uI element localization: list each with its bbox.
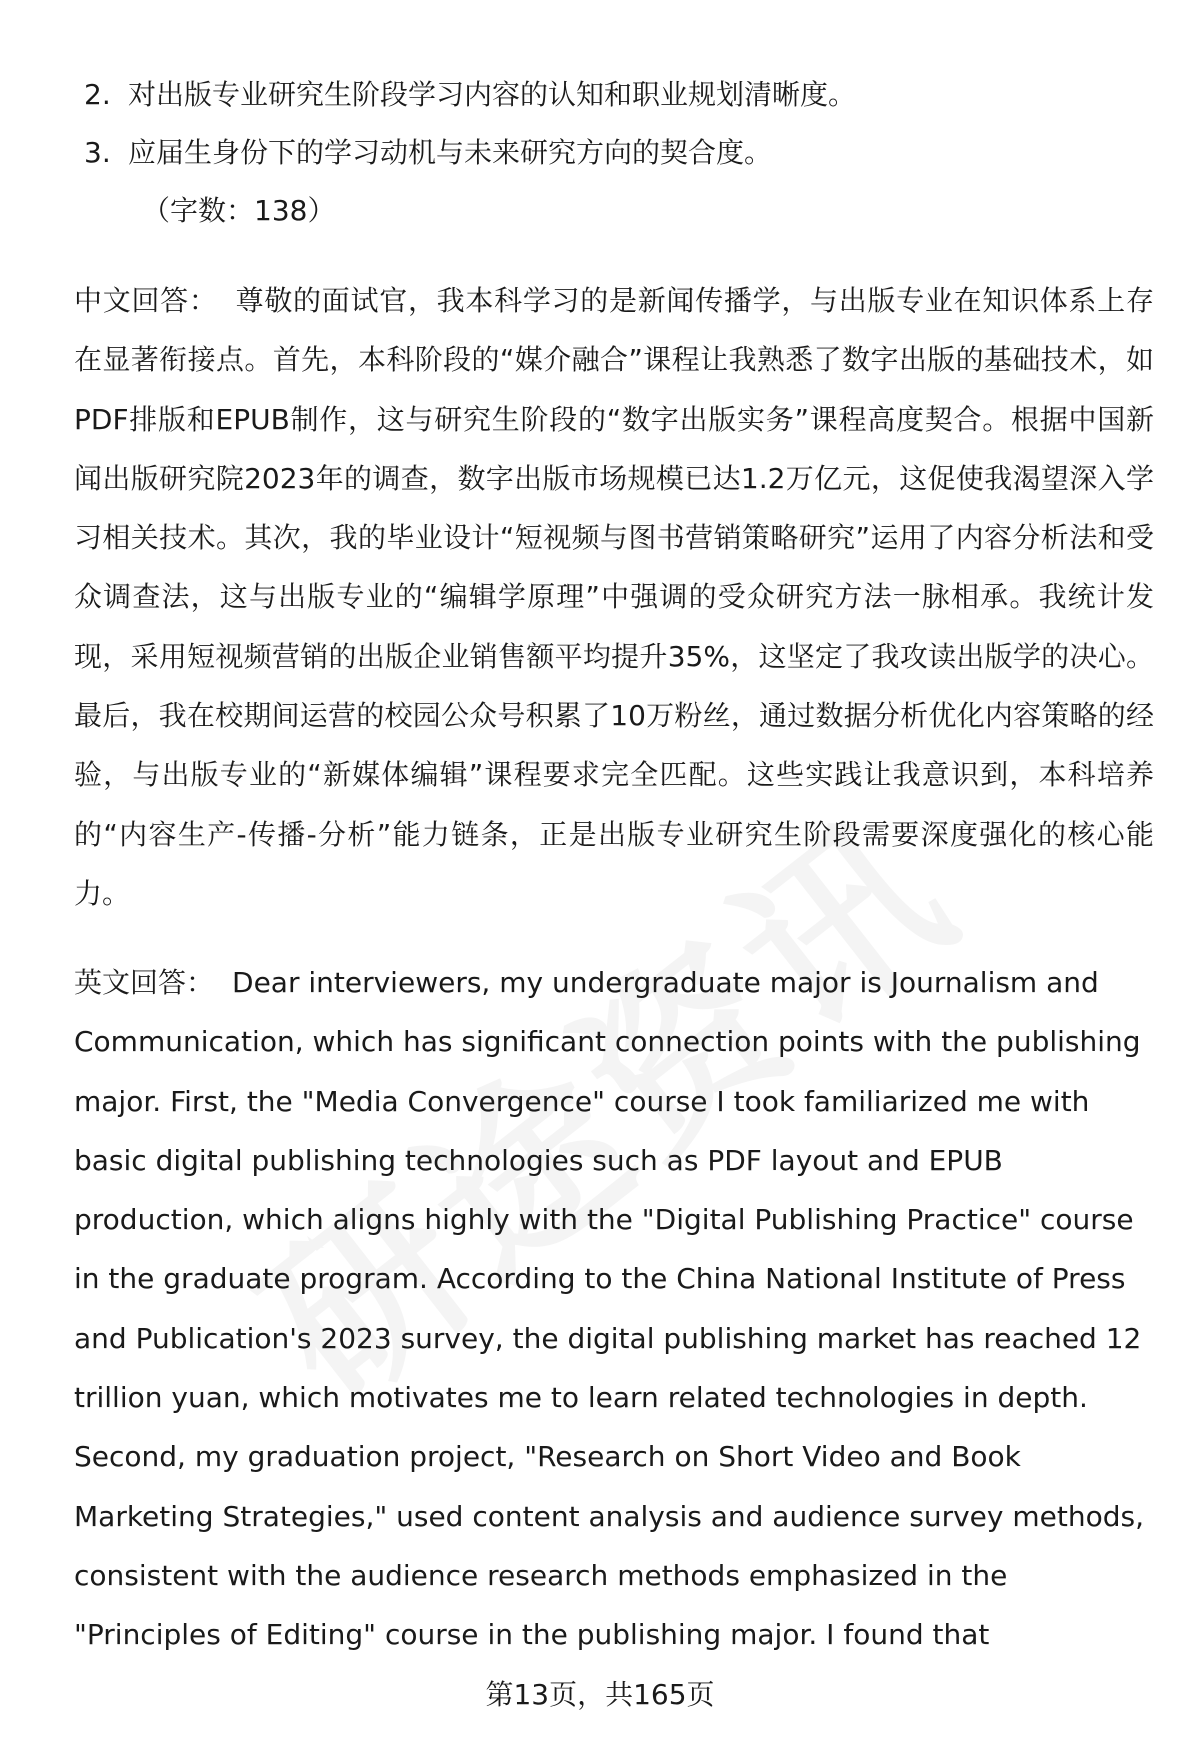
- list-item-text: 对出版专业研究生阶段学习内容的认知和职业规划清晰度。: [128, 78, 857, 111]
- chinese-answer-paragraph: [74, 271, 1154, 923]
- english-answer-label: 英文回答：: [74, 966, 215, 999]
- word-count: （字数：138）: [142, 194, 336, 227]
- list-item-number: 3.: [84, 136, 111, 169]
- list-item-number: 2.: [84, 78, 111, 111]
- list-item-text: 应届生身份下的学习动机与未来研究方向的契合度。: [128, 136, 773, 169]
- list-item: [84, 124, 1144, 182]
- criteria-list: [84, 66, 1144, 182]
- chinese-answer-label: 中文回答：: [74, 284, 218, 317]
- chinese-answer-text: 尊敬的面试官，我本科学习的是新闻传播学，与出版专业在知识体系上存在显著衔接点。首先，本科阶段的“媒介融合”课程让我熟悉了数字出版的基础技术，如PDF排版和EPUB制作，这与研究生阶段的“数字出版实务”课程高度契合。根据中国新闻出版研究院2023年的调查，数字出版市场规模已达1.2万亿元，这促使我渴望深入学习相关技术。其次，我的毕业设计“短视频与图书营销策略研究”运用了内容分析法和受众调查法，这与出版专业的“编辑学原理”中强调的受众研究方法一脉相承。我统计发现，采用短视频营销的出版企业销售额平均提升35%，这坚定了我攻读出版学的决心。最后，我在校期间运营的校园公众号积累了10万粉丝，通过数据分析优化内容策略的经验，与出版专业的“新媒体编辑”课程要求完全匹配。这些实践让我意识到，本科培养的“内容生产-传播-分析”能力链条，正是出版专业研究生阶段需要深度强化的核心能力。: [74, 284, 1154, 910]
- list-item: [84, 66, 1144, 124]
- page-number-footer: 第13页，共165页: [485, 1678, 715, 1711]
- english-answer-paragraph: [74, 953, 1154, 1665]
- english-answer-text: Dear interviewers, my undergraduate major is Journalism and Communication, which has significant connection points with the publishing major. First, the "Media Convergence" course I took familiarized me with basic digital publishing technologies such as PDF layout and EPUB production, which aligns highly with the "Digital Publishing Practice" course in the graduate program. According to the China National Institute of Press and Publication's 2023 survey, the digital publishing market has reached 12 trillion yuan, which motivates me to learn related technologies in depth. Second, my graduation project, "Research on Short Video and Book Marketing Strategies," used content analysis and audience survey methods, consistent with the audience research methods emphasized in the "Principles of Editing" course in the publishing major. I found that: [74, 966, 1144, 1652]
